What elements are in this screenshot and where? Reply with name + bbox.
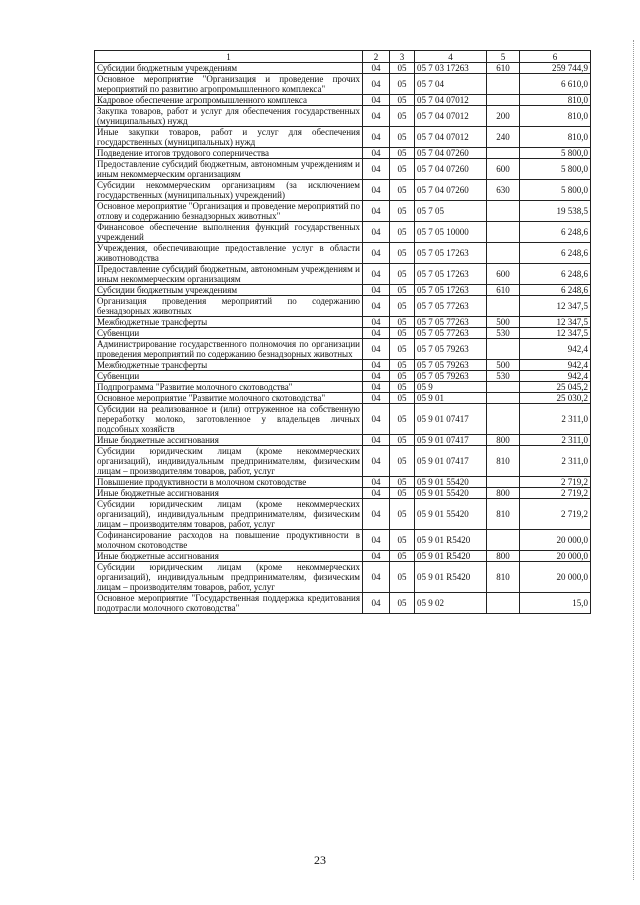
table-row xyxy=(95,371,591,382)
row-amount: 6 248,6 xyxy=(520,222,591,243)
row-amount: 6 248,6 xyxy=(520,285,591,296)
row-amount: 19 538,5 xyxy=(520,201,591,222)
row-subsection-code: 05 xyxy=(390,95,415,106)
table-row xyxy=(95,264,591,285)
row-expense-type-code: 240 xyxy=(487,127,520,148)
table-row xyxy=(95,201,591,222)
row-expense-type-code xyxy=(487,243,520,264)
row-expense-type-code xyxy=(487,74,520,95)
row-amount: 810,0 xyxy=(520,106,591,127)
row-target-code: 05 7 05 77263 xyxy=(415,296,487,317)
table-row xyxy=(95,499,591,530)
row-name: Межбюджетные трансферты xyxy=(95,317,363,328)
row-name: Подведение итогов трудового соперничества xyxy=(95,148,363,159)
row-target-code: 05 7 05 77263 xyxy=(415,328,487,339)
row-section-code: 04 xyxy=(363,488,390,499)
row-name: Закупка товаров, работ и услуг для обеспечения государственных (муниципальных) нужд xyxy=(95,106,363,127)
table-row xyxy=(95,296,591,317)
row-amount: 5 800,0 xyxy=(520,148,591,159)
row-section-code: 04 xyxy=(363,264,390,285)
row-name: Субсидии бюджетным учреждениям xyxy=(95,285,363,296)
row-target-code: 05 7 04 07260 xyxy=(415,180,487,201)
row-name: Финансовое обеспечение выполнения функций государственных учреждений xyxy=(95,222,363,243)
row-subsection-code: 05 xyxy=(390,63,415,74)
row-section-code: 04 xyxy=(363,243,390,264)
row-subsection-code: 05 xyxy=(390,360,415,371)
row-target-code: 05 7 05 79263 xyxy=(415,371,487,382)
row-section-code: 04 xyxy=(363,285,390,296)
row-expense-type-code xyxy=(487,530,520,551)
row-target-code: 05 7 04 07012 xyxy=(415,127,487,148)
row-section-code: 04 xyxy=(363,499,390,530)
row-name: Субсидии юридическим лицам (кроме некоммерческих организаций), индивидуальным предпринимателям, физическим лицам – производителям товаров, работ, услуг xyxy=(95,562,363,593)
row-section-code: 04 xyxy=(363,148,390,159)
row-section-code: 04 xyxy=(363,446,390,477)
row-section-code: 04 xyxy=(363,562,390,593)
row-expense-type-code: 810 xyxy=(487,446,520,477)
row-subsection-code: 05 xyxy=(390,393,415,404)
row-subsection-code: 05 xyxy=(390,201,415,222)
row-amount: 942,4 xyxy=(520,360,591,371)
table-row xyxy=(95,530,591,551)
row-section-code: 04 xyxy=(363,382,390,393)
row-subsection-code: 05 xyxy=(390,222,415,243)
row-subsection-code: 05 xyxy=(390,285,415,296)
row-subsection-code: 05 xyxy=(390,477,415,488)
table-row xyxy=(95,593,591,614)
row-subsection-code: 05 xyxy=(390,382,415,393)
row-subsection-code: 05 xyxy=(390,264,415,285)
row-name: Учреждения, обеспечивающие предоставление услуг в области животноводства xyxy=(95,243,363,264)
row-section-code: 04 xyxy=(363,95,390,106)
row-subsection-code: 05 xyxy=(390,404,415,435)
table-row xyxy=(95,488,591,499)
row-expense-type-code xyxy=(487,393,520,404)
table-row xyxy=(95,446,591,477)
row-amount: 12 347,5 xyxy=(520,317,591,328)
row-section-code: 04 xyxy=(363,371,390,382)
table-row xyxy=(95,63,591,74)
column-header: 4 xyxy=(415,51,487,63)
row-name: Субсидии на реализованное и (или) отгруженное на собственную переработку молоко, заготовленное у владельцев личных подсобных хозяйств xyxy=(95,404,363,435)
row-section-code: 04 xyxy=(363,127,390,148)
row-section-code: 04 xyxy=(363,74,390,95)
row-amount: 5 800,0 xyxy=(520,180,591,201)
table-row xyxy=(95,243,591,264)
row-subsection-code: 05 xyxy=(390,435,415,446)
row-name: Межбюджетные трансферты xyxy=(95,360,363,371)
row-amount: 2 311,0 xyxy=(520,446,591,477)
row-expense-type-code: 600 xyxy=(487,159,520,180)
row-name: Субвенции xyxy=(95,371,363,382)
table-header-row xyxy=(95,51,591,63)
row-expense-type-code xyxy=(487,477,520,488)
row-name: Основное мероприятие "Развитие молочного скотоводства" xyxy=(95,393,363,404)
row-expense-type-code xyxy=(487,222,520,243)
row-amount: 20 000,0 xyxy=(520,551,591,562)
row-subsection-code: 05 xyxy=(390,148,415,159)
row-expense-type-code: 530 xyxy=(487,328,520,339)
row-expense-type-code xyxy=(487,382,520,393)
table-row xyxy=(95,551,591,562)
row-amount: 2 719,2 xyxy=(520,499,591,530)
row-section-code: 04 xyxy=(363,222,390,243)
row-target-code: 05 7 05 17263 xyxy=(415,243,487,264)
row-target-code: 05 7 05 79263 xyxy=(415,360,487,371)
row-subsection-code: 05 xyxy=(390,371,415,382)
row-expense-type-code: 810 xyxy=(487,562,520,593)
row-section-code: 04 xyxy=(363,296,390,317)
table-row xyxy=(95,382,591,393)
row-expense-type-code xyxy=(487,95,520,106)
row-section-code: 04 xyxy=(363,180,390,201)
row-target-code: 05 7 05 77263 xyxy=(415,317,487,328)
table-row xyxy=(95,328,591,339)
row-target-code: 05 9 01 07417 xyxy=(415,435,487,446)
row-target-code: 05 7 03 17263 xyxy=(415,63,487,74)
row-subsection-code: 05 xyxy=(390,530,415,551)
row-expense-type-code: 500 xyxy=(487,360,520,371)
row-section-code: 04 xyxy=(363,593,390,614)
row-target-code: 05 9 02 xyxy=(415,593,487,614)
row-target-code: 05 7 05 10000 xyxy=(415,222,487,243)
row-target-code: 05 9 01 07417 xyxy=(415,404,487,435)
row-name: Подпрограмма "Развитие молочного скотоводства" xyxy=(95,382,363,393)
row-target-code: 05 7 04 07012 xyxy=(415,106,487,127)
budget-table xyxy=(94,50,591,614)
row-subsection-code: 05 xyxy=(390,488,415,499)
row-target-code: 05 9 xyxy=(415,382,487,393)
row-name: Иные бюджетные ассигнования xyxy=(95,488,363,499)
row-amount: 2 719,2 xyxy=(520,488,591,499)
row-subsection-code: 05 xyxy=(390,159,415,180)
row-section-code: 04 xyxy=(363,201,390,222)
row-section-code: 04 xyxy=(363,63,390,74)
table-row xyxy=(95,562,591,593)
column-header: 1 xyxy=(95,51,363,63)
row-expense-type-code xyxy=(487,404,520,435)
table-row xyxy=(95,360,591,371)
row-name: Администрирование государственного полномочия по организации проведения мероприятий по содержанию безнадзорных животных xyxy=(95,339,363,360)
table-row xyxy=(95,477,591,488)
row-expense-type-code xyxy=(487,148,520,159)
row-target-code: 05 7 04 07012 xyxy=(415,95,487,106)
row-amount: 810,0 xyxy=(520,127,591,148)
row-target-code: 05 7 05 79263 xyxy=(415,339,487,360)
row-subsection-code: 05 xyxy=(390,551,415,562)
row-section-code: 04 xyxy=(363,477,390,488)
row-expense-type-code: 600 xyxy=(487,264,520,285)
row-name: Кадровое обеспечение агропромышленного комплекса xyxy=(95,95,363,106)
table-row xyxy=(95,317,591,328)
row-expense-type-code: 800 xyxy=(487,488,520,499)
row-name: Субсидии юридическим лицам (кроме некоммерческих организаций), индивидуальным предпринимателям, физическим лицам – производителям товаров, работ, услуг xyxy=(95,446,363,477)
row-subsection-code: 05 xyxy=(390,499,415,530)
row-amount: 942,4 xyxy=(520,339,591,360)
row-expense-type-code: 630 xyxy=(487,180,520,201)
row-target-code: 05 9 01 55420 xyxy=(415,488,487,499)
row-amount: 942,4 xyxy=(520,371,591,382)
row-expense-type-code xyxy=(487,339,520,360)
row-name: Основное мероприятие "Организация и проведение мероприятий по отлову и содержанию безнадзорных животных" xyxy=(95,201,363,222)
row-amount: 25 045,2 xyxy=(520,382,591,393)
row-expense-type-code: 530 xyxy=(487,371,520,382)
row-target-code: 05 7 05 17263 xyxy=(415,264,487,285)
row-target-code: 05 9 01 xyxy=(415,393,487,404)
column-header: 6 xyxy=(520,51,591,63)
row-section-code: 04 xyxy=(363,328,390,339)
row-subsection-code: 05 xyxy=(390,339,415,360)
row-amount: 20 000,0 xyxy=(520,530,591,551)
row-expense-type-code xyxy=(487,201,520,222)
row-amount: 2 311,0 xyxy=(520,404,591,435)
row-amount: 20 000,0 xyxy=(520,562,591,593)
table-row xyxy=(95,106,591,127)
row-name: Основное мероприятие "Организация и проведение прочих мероприятий по развитию агропромышленного комплекса" xyxy=(95,74,363,95)
row-target-code: 05 7 04 07260 xyxy=(415,148,487,159)
row-expense-type-code: 810 xyxy=(487,499,520,530)
row-subsection-code: 05 xyxy=(390,328,415,339)
row-section-code: 04 xyxy=(363,317,390,328)
row-section-code: 04 xyxy=(363,530,390,551)
row-section-code: 04 xyxy=(363,106,390,127)
table-row xyxy=(95,159,591,180)
scan-edge-divider xyxy=(632,40,634,880)
row-name: Повышение продуктивности в молочном скотоводстве xyxy=(95,477,363,488)
row-name: Иные бюджетные ассигнования xyxy=(95,435,363,446)
row-expense-type-code: 200 xyxy=(487,106,520,127)
row-target-code: 05 9 01 R5420 xyxy=(415,530,487,551)
row-name: Основное мероприятие "Государственная поддержка кредитования подотрасли молочного скотоводства" xyxy=(95,593,363,614)
table-row xyxy=(95,435,591,446)
row-expense-type-code: 610 xyxy=(487,285,520,296)
row-target-code: 05 7 05 17263 xyxy=(415,285,487,296)
row-section-code: 04 xyxy=(363,339,390,360)
table-row xyxy=(95,74,591,95)
row-amount: 6 248,6 xyxy=(520,264,591,285)
column-header: 5 xyxy=(487,51,520,63)
row-amount: 2 719,2 xyxy=(520,477,591,488)
row-amount: 5 800,0 xyxy=(520,159,591,180)
row-amount: 15,0 xyxy=(520,593,591,614)
row-subsection-code: 05 xyxy=(390,446,415,477)
row-amount: 12 347,5 xyxy=(520,328,591,339)
row-subsection-code: 05 xyxy=(390,127,415,148)
row-expense-type-code: 610 xyxy=(487,63,520,74)
row-expense-type-code: 500 xyxy=(487,317,520,328)
row-name: Иные закупки товаров, работ и услуг для обеспечения государственных (муниципальных) нужд xyxy=(95,127,363,148)
row-target-code: 05 9 01 55420 xyxy=(415,477,487,488)
row-target-code: 05 9 01 R5420 xyxy=(415,551,487,562)
row-name: Субсидии бюджетным учреждениям xyxy=(95,63,363,74)
row-target-code: 05 9 01 55420 xyxy=(415,499,487,530)
column-header: 3 xyxy=(390,51,415,63)
table-row xyxy=(95,180,591,201)
page-number: 23 xyxy=(314,853,326,867)
table-row xyxy=(95,339,591,360)
row-section-code: 04 xyxy=(363,404,390,435)
column-header: 2 xyxy=(363,51,390,63)
row-subsection-code: 05 xyxy=(390,562,415,593)
row-name: Субсидии некоммерческим организациям (за исключением государственных (муниципальных) учреждений) xyxy=(95,180,363,201)
row-subsection-code: 05 xyxy=(390,180,415,201)
row-subsection-code: 05 xyxy=(390,296,415,317)
row-section-code: 04 xyxy=(363,360,390,371)
row-target-code: 05 7 05 xyxy=(415,201,487,222)
table-row xyxy=(95,285,591,296)
row-amount: 6 610,0 xyxy=(520,74,591,95)
row-subsection-code: 05 xyxy=(390,74,415,95)
row-amount: 25 030,2 xyxy=(520,393,591,404)
row-expense-type-code xyxy=(487,296,520,317)
row-amount: 2 311,0 xyxy=(520,435,591,446)
row-expense-type-code xyxy=(487,593,520,614)
row-name: Предоставление субсидий бюджетным, автономным учреждениям и иным некоммерческим организациям xyxy=(95,264,363,285)
row-name: Софинансирование расходов на повышение продуктивности в молочном скотоводстве xyxy=(95,530,363,551)
table-row xyxy=(95,148,591,159)
row-name: Организация проведения мероприятий по содержанию безнадзорных животных xyxy=(95,296,363,317)
row-amount: 810,0 xyxy=(520,95,591,106)
row-target-code: 05 9 01 R5420 xyxy=(415,562,487,593)
table-row xyxy=(95,393,591,404)
row-target-code: 05 9 01 07417 xyxy=(415,446,487,477)
row-section-code: 04 xyxy=(363,393,390,404)
row-name: Предоставление субсидий бюджетным, автономным учреждениям и иным некоммерческим организациям xyxy=(95,159,363,180)
table-row xyxy=(95,127,591,148)
row-expense-type-code: 800 xyxy=(487,435,520,446)
row-subsection-code: 05 xyxy=(390,243,415,264)
row-target-code: 05 7 04 07260 xyxy=(415,159,487,180)
row-subsection-code: 05 xyxy=(390,593,415,614)
row-section-code: 04 xyxy=(363,435,390,446)
row-name: Субвенции xyxy=(95,328,363,339)
row-expense-type-code: 800 xyxy=(487,551,520,562)
row-section-code: 04 xyxy=(363,159,390,180)
row-name: Иные бюджетные ассигнования xyxy=(95,551,363,562)
row-subsection-code: 05 xyxy=(390,106,415,127)
table-row xyxy=(95,404,591,435)
row-section-code: 04 xyxy=(363,551,390,562)
table-row xyxy=(95,222,591,243)
table-row xyxy=(95,95,591,106)
row-amount: 12 347,5 xyxy=(520,296,591,317)
row-target-code: 05 7 04 xyxy=(415,74,487,95)
row-amount: 259 744,9 xyxy=(520,63,591,74)
row-amount: 6 248,6 xyxy=(520,243,591,264)
row-subsection-code: 05 xyxy=(390,317,415,328)
row-name: Субсидии юридическим лицам (кроме некоммерческих организаций), индивидуальным предпринимателям, физическим лицам – производителям товаров, работ, услуг xyxy=(95,499,363,530)
